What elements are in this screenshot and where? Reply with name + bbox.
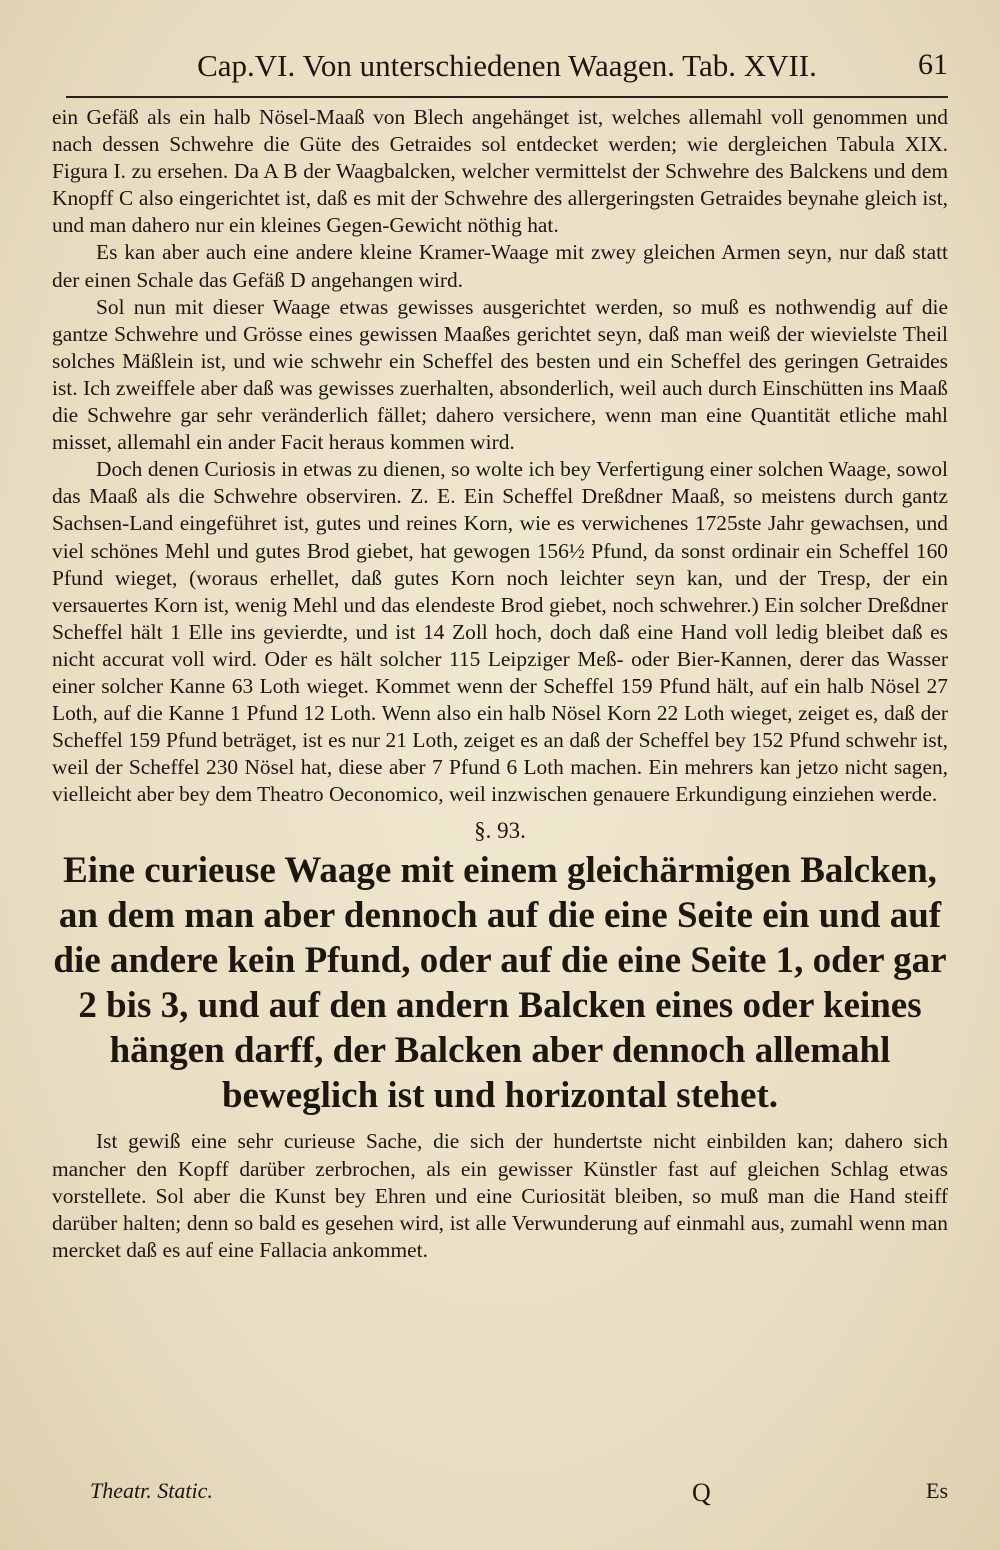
paragraph-text: ein Gefäß als ein halb Nösel-Maaß von Blech angehänget ist, welches allemahl voll genommen und nach dessen Schwehre die Güte des Getraides sol entdecket werden; wie dergleichen Tabula XIX. Figura I. zu ersehen. Da A B der Waagbalcken, welcher vermittelst der Schwehre des Balckens und dem Knopff C also eingerichtet ist, daß es mit der Schwehre des allergeringsten Getraides beynahe gleich ist, und man dahero nur ein kleines Gegen-Gewicht nöthig hat. — [52, 105, 948, 238]
section-paragraph — [52, 1128, 948, 1263]
body-paragraph-3 — [52, 294, 948, 457]
paragraph-text: Ist gewiß eine sehr curieuse Sache, die sich der hundertste nicht einbilden kan; dahero sich mancher den Kopff darüber zerbrochen, als ein gewisser Künstler fast auf gleichen Schlag etwas vorstellete. Sol aber die Kunst bey Ehren und eine Curiosität bleiben, so muß man die Hand steiff darüber halten; denn so bald es gesehen wird, ist alle Verwunderung auf einmahl aus, zumahl wenn man mercket daß es auf eine Fallacia ankommet. — [52, 1129, 948, 1262]
paragraph-text: Es kan aber auch eine andere kleine Kramer-Waage mit zwey gleichen Armen seyn, nur daß statt der einen Schale das Gefäß D angehangen wird. — [52, 240, 948, 292]
running-header — [66, 40, 948, 98]
page-number: 61 — [918, 48, 948, 81]
section-number: §. 93. — [474, 818, 526, 844]
header-title: Cap.VI. Von unterschiedenen Waagen. Tab. XVII. — [197, 48, 817, 83]
body-paragraph-4 — [52, 456, 948, 808]
paragraph-text: Doch denen Curiosis in etwas zu dienen, so wolte ich bey Verfertigung einer solchen Waage, sowol das Maaß als die Schwehre observiren. Z. E. Ein Scheffel Dreßdner Maaß, so meistens durch gantz Sachsen-Land eingeführet ist, gutes und reines Korn, wie es verwichenes 1725ste Jahr gewachsen, und viel schönes Mehl und gutes Brod giebet, hat gewogen 156½ Pfund, da sonst ordinair ein Scheffel 160 Pfund wieget, (woraus erhellet, daß gutes Korn noch leichter seyn kan, und der Tresp, der ein versauertes Korn ist, wenig Mehl und das elendeste Brod giebet, noch schwehrer.) Ein solcher Dreßdner Scheffel hält 1 Elle ins gevierdte, und ist 14 Zoll hoch, doch daß eine Hand voll ledig bleibet daß es nicht accurat voll wird. Oder es hält solcher 115 Leipziger Meß- oder Bier-Kannen, derer das Wasser einer solcher Kanne 63 Loth wieget. Kommet wenn der Scheffel 159 Pfund hält, auf ein halb Nösel 27 Loth, auf die Kanne 1 Pfund 12 Loth. Wenn also ein halb Nösel Korn 22 Loth wieget, zeiget es, daß der Scheffel 159 Pfund beträget, ist es nur 21 Loth, zeiget es an daß der Scheffel bey 152 Pfund schwehr ist, weil der Scheffel 230 Nösel hat, diese aber 7 Pfund 6 Loth machen. Ein mehrers kan jetzo nicht sagen, vielleicht aber bey dem Theatro Oeconomico, weil inzwischen genauere Erkundigung einziehen werde. — [52, 457, 948, 807]
section-heading: Eine curieuse Waage mit einem gleichärmigen Balcken, an dem man aber dennoch auf die eine Seite ein und auf die andere kein Pfund, oder auf die eine Seite 1, oder gar 2 bis 3, und auf den andern Balcken eines oder keines hängen darff, der Balcken aber dennoch allemahl beweglich ist und horizontal stehet. — [53, 850, 947, 1117]
signature-mark: Q — [692, 1478, 711, 1507]
body-paragraph-1 — [52, 104, 948, 239]
footer-signature: Theatr. Static. — [90, 1478, 213, 1503]
body-paragraph-2 — [52, 239, 948, 293]
paragraph-text: Sol nun mit dieser Waage etwas gewisses ausgerichtet werden, so muß es nothwendig auf die gantze Schwehre und Grösse eines gewissen Maaßes gerichtet seyn, daß man weiß der wievielste Theil solches Mäßlein ist, und wie schwehr ein Scheffel des besten und ein Scheffel des geringen Getraides ist. Ich zweiffele aber daß was gewisses zuerhalten, absonderlich, weil auch durch Einschütten ins Maaß die Schwehre gar sehr veränderlich fället; dahero versichere, wenn man eine Quantität etliche mahl misset, allemahl ein ander Facit heraus kommen wird. — [52, 294, 948, 455]
page-footer — [90, 1478, 948, 1512]
catchword: Es — [926, 1478, 948, 1503]
